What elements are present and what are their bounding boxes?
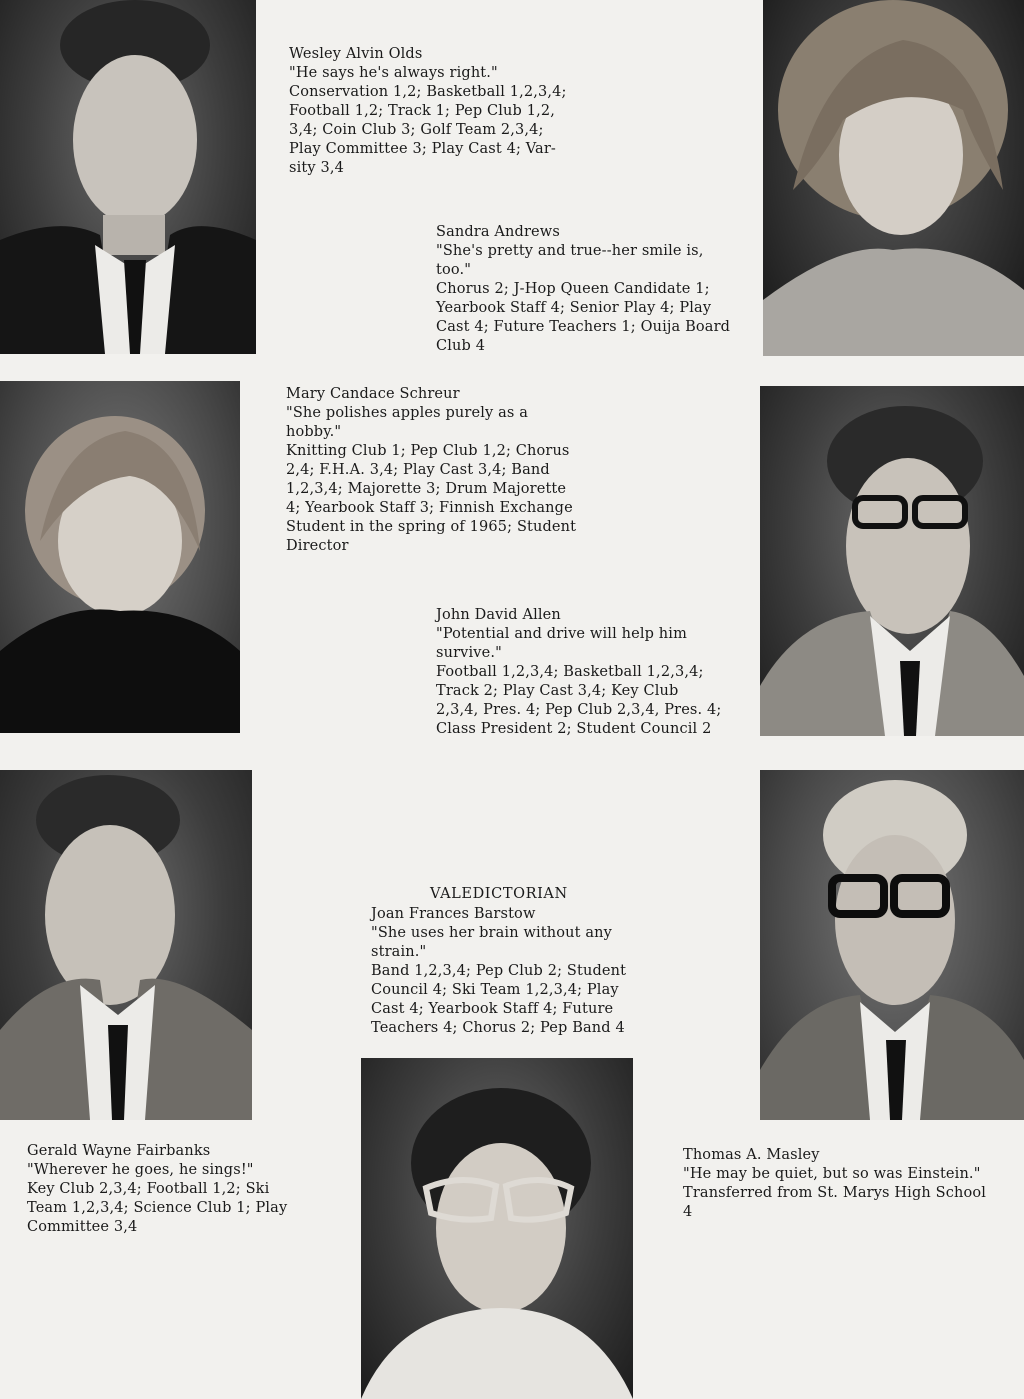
quote: too." (436, 262, 472, 278)
portrait-joan-barstow (361, 1058, 633, 1399)
activities-line: Football 1,2; Track 1; Pep Club 1,2, (289, 103, 556, 119)
activities-line: Play Committee 3; Play Cast 4; Var- (289, 141, 556, 157)
portrait-sandra-andrews (763, 0, 1024, 356)
activities-line: Cast 4; Future Teachers 1; Ouija Board (436, 319, 731, 335)
student-name: Wesley Alvin Olds (289, 46, 423, 62)
quote: hobby." (286, 424, 342, 440)
activities-line: Cast 4; Yearbook Staff 4; Future (371, 1001, 614, 1017)
activities-line: Knitting Club 1; Pep Club 1,2; Chorus (286, 443, 570, 459)
portrait-gerald-fairbanks (0, 770, 252, 1120)
quote: "He says he's always right." (289, 65, 498, 81)
quote: "She uses her brain without any (371, 925, 612, 941)
student-name: Gerald Wayne Fairbanks (27, 1143, 211, 1159)
activities-line: sity 3,4 (289, 160, 344, 176)
activities-line: Key Club 2,3,4; Football 1,2; Ski (27, 1181, 270, 1197)
quote: "Wherever he goes, he sings!" (27, 1162, 254, 1178)
activities-line: Director (286, 538, 349, 554)
portrait-wesley-olds (0, 0, 256, 354)
quote: "He may be quiet, but so was Einstein." (683, 1166, 981, 1182)
student-name: Sandra Andrews (436, 224, 560, 240)
bio-gerald-fairbanks (27, 1142, 287, 1237)
quote: "Potential and drive will help him (436, 626, 687, 642)
activities-line: Class President 2; Student Council 2 (436, 721, 712, 737)
activities-line: Council 4; Ski Team 1,2,3,4; Play (371, 982, 619, 998)
quote: strain." (371, 944, 427, 960)
activities-line: Football 1,2,3,4; Basketball 1,2,3,4; (436, 664, 704, 680)
portrait-john-allen (760, 386, 1024, 736)
activities-line: Band 1,2,3,4; Pep Club 2; Student (371, 963, 627, 979)
activities-line: 1,2,3,4; Majorette 3; Drum Majorette (286, 481, 567, 497)
quote: "She polishes apples purely as a (286, 405, 529, 421)
portrait-mary-schreur (0, 381, 240, 733)
bio-joan-barstow (371, 905, 626, 1038)
activities-line: Conservation 1,2; Basketball 1,2,3,4; (289, 84, 567, 100)
student-name: Mary Candace Schreur (286, 386, 460, 402)
bio-mary-schreur (286, 385, 576, 556)
activities-line: 2,4; F.H.A. 3,4; Play Cast 3,4; Band (286, 462, 550, 478)
bio-john-allen (436, 606, 721, 739)
activities-line: Committee 3,4 (27, 1219, 138, 1235)
activities-line: Student in the spring of 1965; Student (286, 519, 577, 535)
activities-line: Chorus 2; J-Hop Queen Candidate 1; (436, 281, 710, 297)
student-name: Thomas A. Masley (683, 1147, 820, 1163)
activities-line: Track 2; Play Cast 3,4; Key Club (436, 683, 679, 699)
activities-line: Transferred from St. Marys High School (683, 1185, 987, 1201)
quote: "She's pretty and true--her smile is, (436, 243, 704, 259)
student-name: Joan Frances Barstow (371, 906, 536, 922)
activities-line: Yearbook Staff 4; Senior Play 4; Play (436, 300, 712, 316)
valedictorian-heading: VALEDICTORIAN (430, 886, 568, 902)
activities-line: Teachers 4; Chorus 2; Pep Band 4 (371, 1020, 625, 1036)
quote: survive." (436, 645, 502, 661)
activities-line: Club 4 (436, 338, 486, 354)
bio-thomas-masley (683, 1146, 986, 1222)
activities-line: 2,3,4, Pres. 4; Pep Club 2,3,4, Pres. 4; (436, 702, 722, 718)
student-name: John David Allen (436, 607, 561, 623)
activities-line: 4 (683, 1204, 693, 1220)
activities-line: 3,4; Coin Club 3; Golf Team 2,3,4; (289, 122, 544, 138)
activities-line: Team 1,2,3,4; Science Club 1; Play (27, 1200, 288, 1216)
bio-wesley-olds (289, 45, 567, 178)
portrait-thomas-masley (760, 770, 1024, 1120)
activities-line: 4; Yearbook Staff 3; Finnish Exchange (286, 500, 573, 516)
bio-sandra-andrews (436, 223, 730, 356)
